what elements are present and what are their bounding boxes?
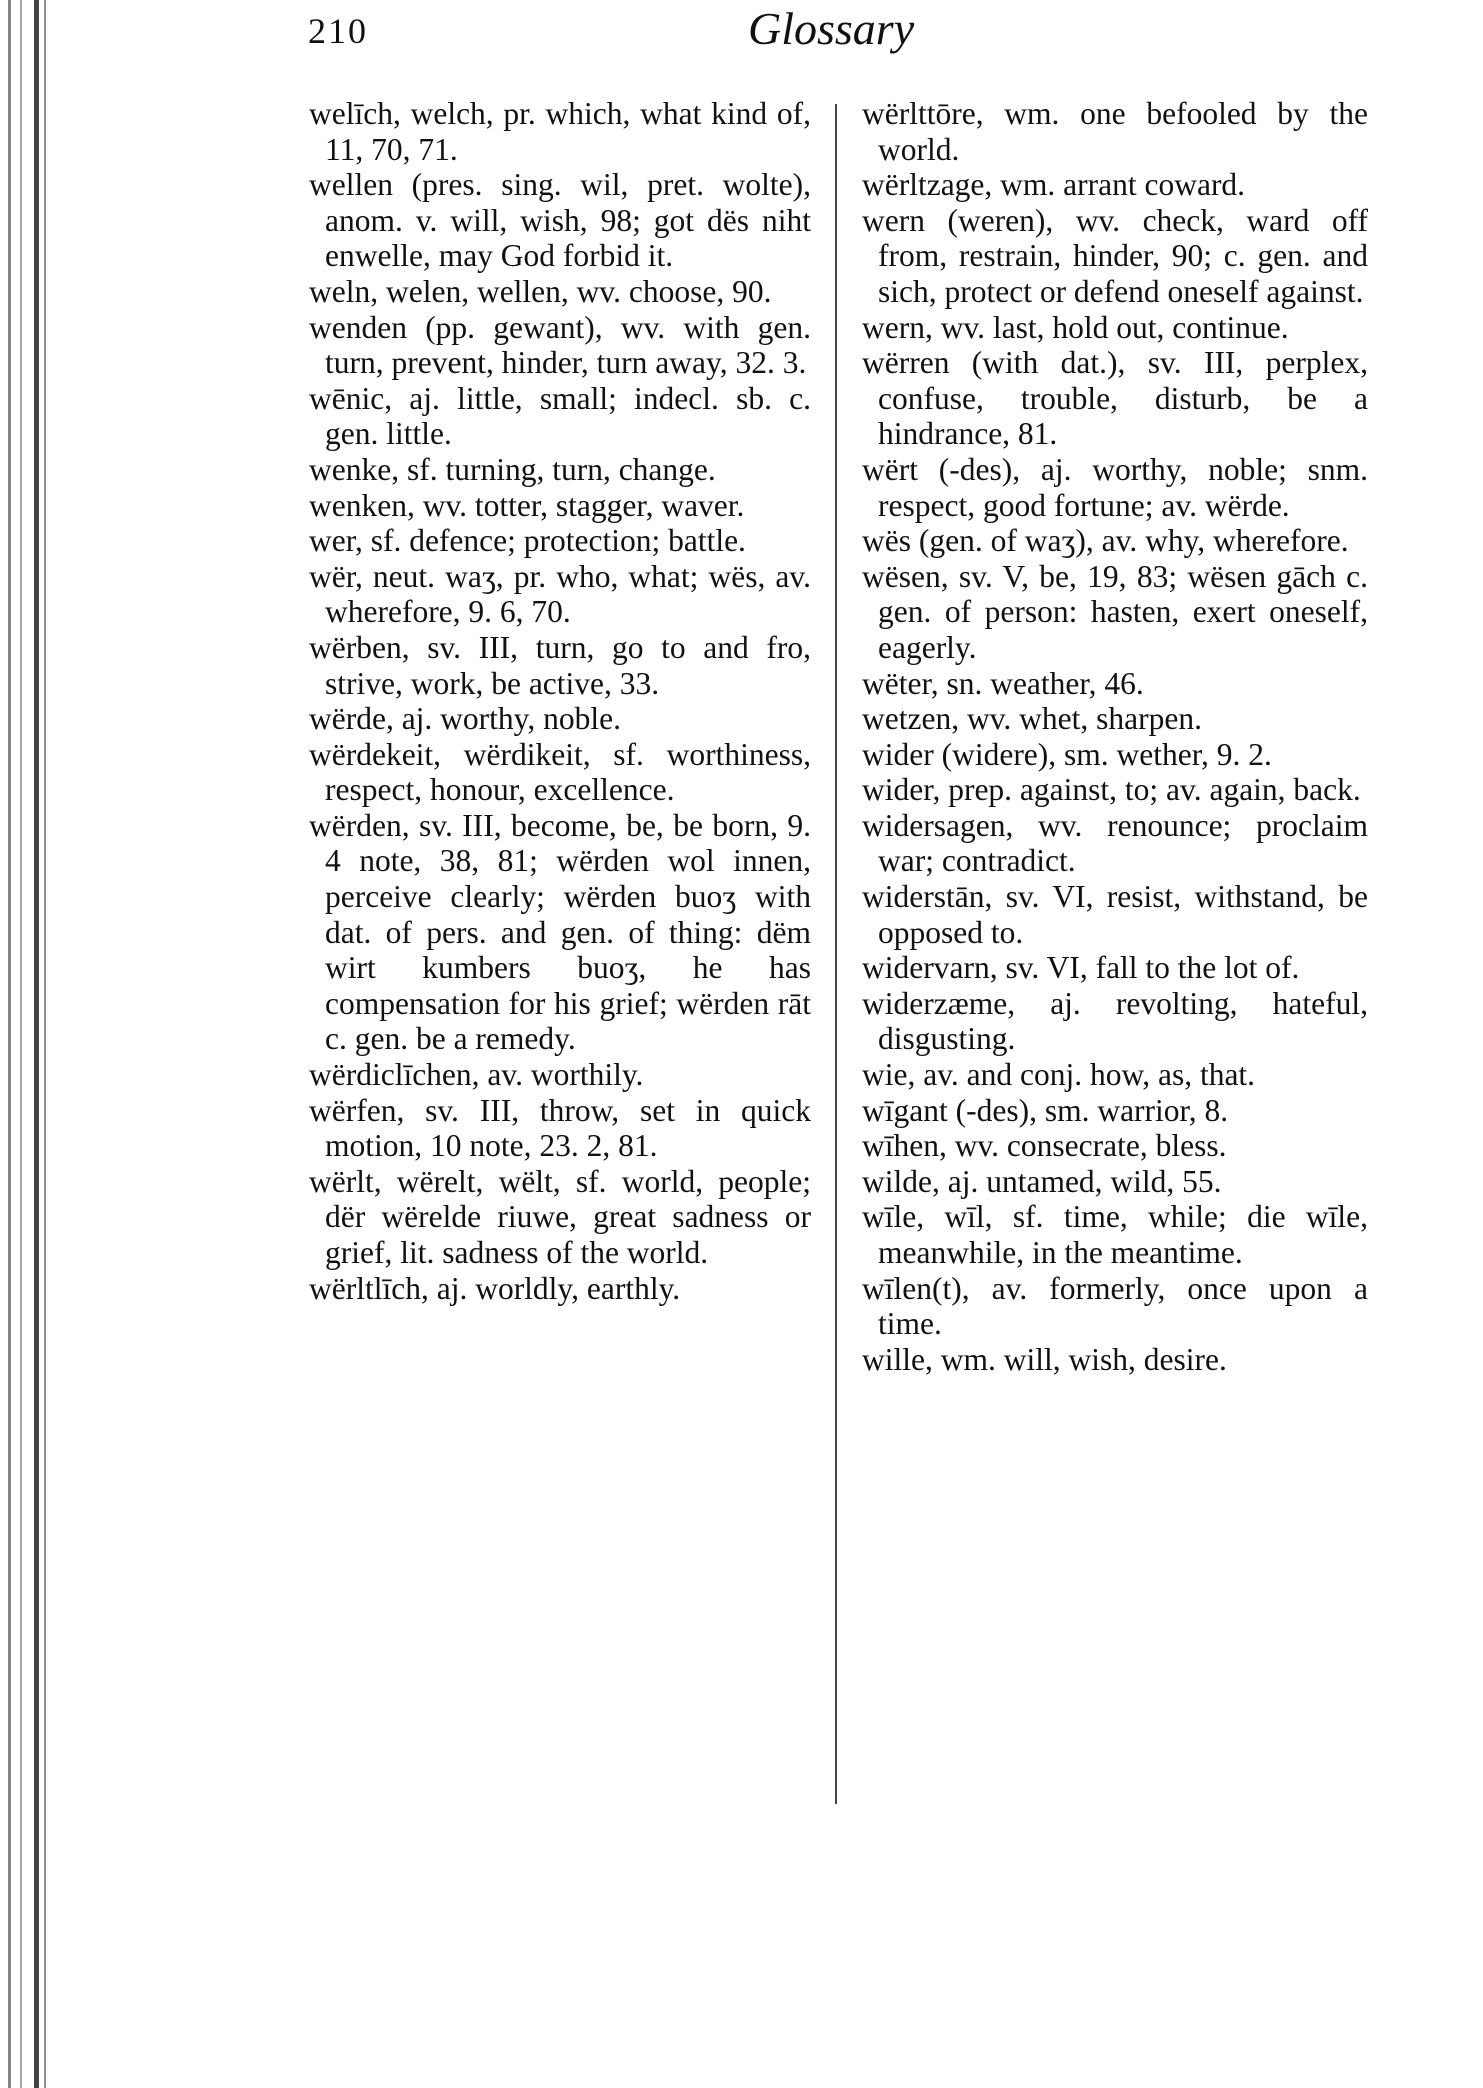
glossary-entry: wider, prep. against, to; av. again, back. bbox=[862, 772, 1361, 808]
glossary-entry: widervarn, sv. VI, fall to the lot of. bbox=[862, 950, 1300, 986]
glossary-entry: wetzen, wv. whet, sharpen. bbox=[862, 701, 1202, 737]
glossary-entry: weln, welen, wellen, wv. choose, 90. bbox=[309, 273, 772, 309]
glossary-entry: wësen, sv. V, be, 19, 83; wësen gāch c. gen. of person: hasten, exert oneself, eagerly. bbox=[862, 558, 1368, 665]
page-header bbox=[0, 0, 1483, 80]
glossary-entry: wer, sf. defence; protection; battle. bbox=[309, 523, 746, 559]
glossary-entry: wīle, wīl, sf. time, while; die wīle, meanwhile, in the meantime. bbox=[862, 1199, 1368, 1270]
glossary-entry: wellen (pres. sing. wil, pret. wolte), anom. v. will, wish, 98; got dës niht enwelle, may God forbid it. bbox=[309, 167, 811, 274]
glossary-entry: widerzæme, aj. revolting, hateful, disgusting. bbox=[862, 985, 1368, 1057]
glossary-entry: wërden, sv. III, become, be, be born, 9. 4 note, 38, 81; wërden wol innen, perceive clearly; wërden buoʒ with dat. of pers. and gen. of thing: dëm wirt kumbers buoʒ, he has compensation for his grief; wërden rāt c. gen. be a remedy. bbox=[309, 807, 811, 1057]
glossary-entry: wërren (with dat.), sv. III, perplex, confuse, trouble, disturb, be a hindrance, 81. bbox=[862, 345, 1368, 452]
running-title: Glossary bbox=[748, 3, 915, 54]
page-number: 210 bbox=[308, 11, 368, 51]
glossary-entry: wīhen, wv. consecrate, bless. bbox=[862, 1128, 1227, 1164]
glossary-entry: wenke, sf. turning, turn, change. bbox=[309, 451, 716, 487]
glossary-entry: wërlttōre, wm. one befooled by the world. bbox=[862, 96, 1368, 167]
glossary-entry: wīlen(t), av. formerly, once upon a time. bbox=[862, 1270, 1368, 1342]
glossary-entry: wider (widere), sm. wether, 9. 2. bbox=[862, 736, 1272, 772]
glossary-entry: wërt (-des), aj. worthy, noble; snm. respect, good fortune; av. wërde. bbox=[862, 451, 1368, 523]
glossary-entry: wërltzage, wm. arrant coward. bbox=[862, 167, 1246, 203]
glossary-entry: wërlt, wërelt, wëlt, sf. world, people; dër wërelde riuwe, great sadness or grief, lit. sadness of the world. bbox=[309, 1163, 811, 1270]
glossary-entry: wīgant (-des), sm. warrior, 8. bbox=[862, 1092, 1229, 1128]
column-divider bbox=[835, 104, 837, 1804]
glossary-entry: wern (weren), wv. check, ward off from, restrain, hinder, 90; c. gen. and sich, protect or defend oneself against. bbox=[862, 202, 1368, 309]
glossary-entry: wër, neut. waʒ, pr. who, what; wës, av. wherefore, 9. 6, 70. bbox=[309, 558, 811, 630]
glossary-entry: wie, av. and conj. how, as, that. bbox=[862, 1057, 1256, 1093]
glossary-entry: wërdiclīchen, av. worthily. bbox=[309, 1057, 644, 1093]
glossary-entry: widerstān, sv. VI, resist, withstand, be opposed to. bbox=[862, 879, 1368, 950]
glossary-entry: wëter, sn. weather, 46. bbox=[862, 665, 1144, 701]
glossary-entry: wës (gen. of waʒ), av. why, wherefore. bbox=[862, 523, 1349, 559]
glossary-entry: wern, wv. last, hold out, continue. bbox=[862, 309, 1289, 345]
glossary-entry: wërdekeit, wërdikeit, sf. worthiness, respect, honour, excellence. bbox=[309, 736, 811, 808]
glossary-entry: wërltlīch, aj. worldly, earthly. bbox=[309, 1270, 681, 1306]
glossary-column-left bbox=[309, 96, 811, 1306]
glossary-entry: wilde, aj. untamed, wild, 55. bbox=[862, 1163, 1222, 1199]
glossary-entry: wërde, aj. worthy, noble. bbox=[309, 701, 621, 737]
glossary-entry: wille, wm. will, wish, desire. bbox=[862, 1341, 1227, 1377]
glossary-entry: widersagen, wv. renounce; proclaim war; contradict. bbox=[862, 807, 1368, 879]
page-spine-edge bbox=[0, 0, 60, 2088]
glossary-entry: wenken, wv. totter, stagger, waver. bbox=[309, 487, 745, 523]
page-right-edge bbox=[1461, 0, 1483, 2088]
glossary-entry: wēnic, aj. little, small; indecl. sb. c. gen. little. bbox=[309, 380, 811, 452]
glossary-entry: welīch, welch, pr. which, what kind of, 11, 70, 71. bbox=[309, 96, 811, 167]
glossary-entry: wërfen, sv. III, throw, set in quick motion, 10 note, 23. 2, 81. bbox=[309, 1092, 811, 1164]
glossary-entry: wërben, sv. III, turn, go to and fro, strive, work, be active, 33. bbox=[309, 629, 811, 701]
glossary-entry: wenden (pp. gewant), wv. with gen. turn, prevent, hinder, turn away, 32. 3. bbox=[309, 309, 811, 381]
glossary-column-right bbox=[862, 96, 1368, 1377]
